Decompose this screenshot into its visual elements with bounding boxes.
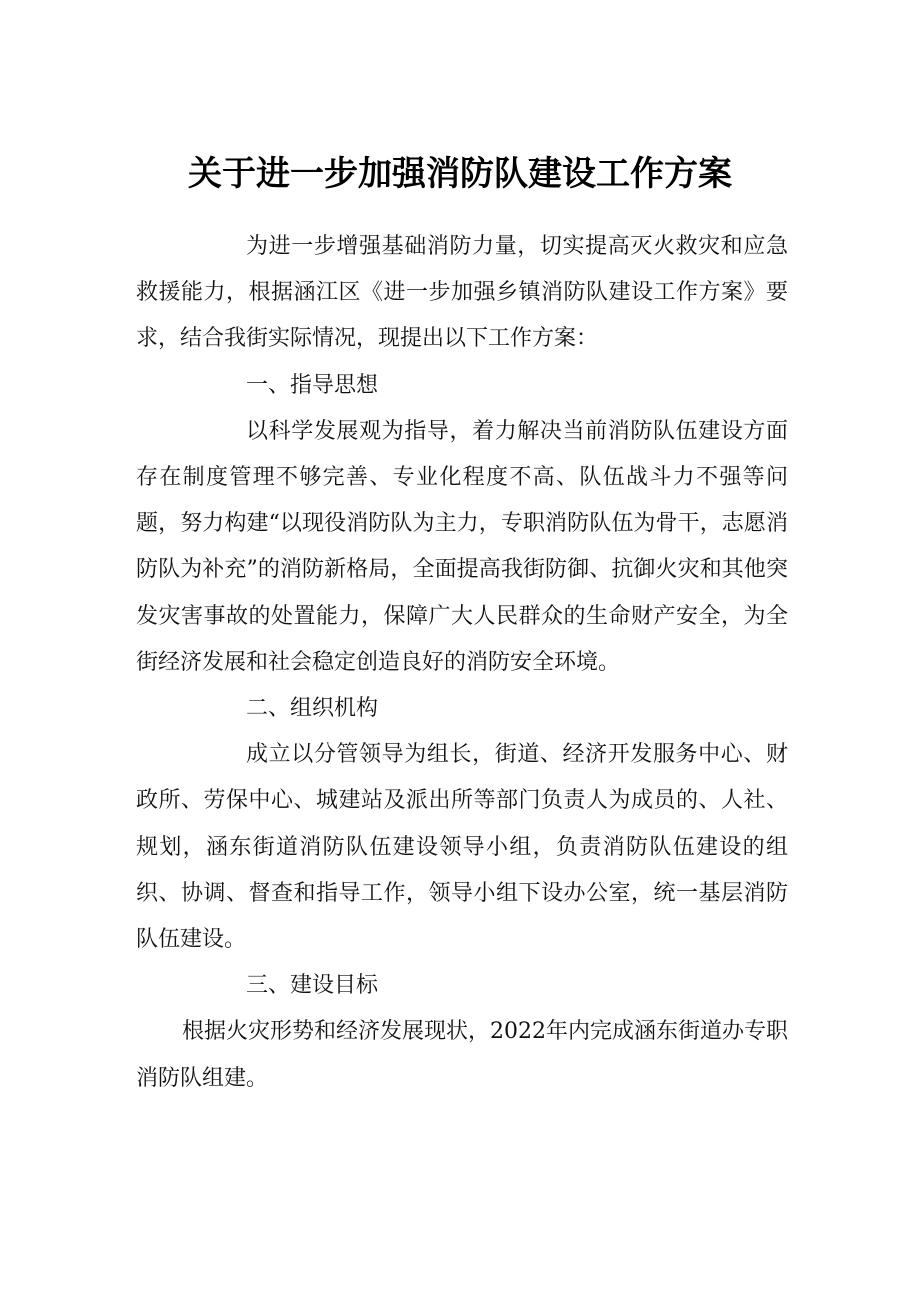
- section-heading-organization: 二、组织机构: [246, 696, 379, 722]
- document-title: 关于进一步加强消防队建设工作方案: [188, 154, 732, 194]
- section-paragraph-organization: 成立以分管领导为组长，街道、经济开发服务中心、财政所、劳保中心、城建站及派出所等部门负责人为成员的、人社、规划，涵东街道消防队伍建设领导小组，负责消防队伍建设的组织、协调、督查和指导工作，领导小组下设办公室，统一基层消防队伍建设。: [136, 742, 788, 953]
- intro-paragraph: 为进一步增强基础消防力量，切实提高灭火救灾和应急救援能力，根据涵江区《进一步加强乡镇消防队建设工作方案》要求，结合我街实际情况，现提出以下工作方案：: [136, 234, 788, 352]
- section-paragraph-guiding-thought: 以科学发展观为指导，着力解决当前消防队伍建设方面存在制度管理不够完善、专业化程度不高、队伍战斗力不强等问题，努力构建“以现役消防队为主力，专职消防队伍为骨干，志愿消防队为补充”的消防新格局，全面提高我街防御、抗御火灾和其他突发灾害事故的处置能力，保障广大人民群众的生命财产安全，为全街经济发展和社会稳定创造良好的消防安全环境。: [136, 418, 788, 675]
- document-body: [136, 224, 788, 1102]
- section-heading-goals: 三、建设目标: [246, 973, 379, 999]
- section-heading-guiding-thought: 一、指导思想: [246, 372, 379, 398]
- section-paragraph-goals: 根据火灾形势和经济发展现状，2022年内完成涵东街道办专职消防队组建。: [136, 1019, 788, 1091]
